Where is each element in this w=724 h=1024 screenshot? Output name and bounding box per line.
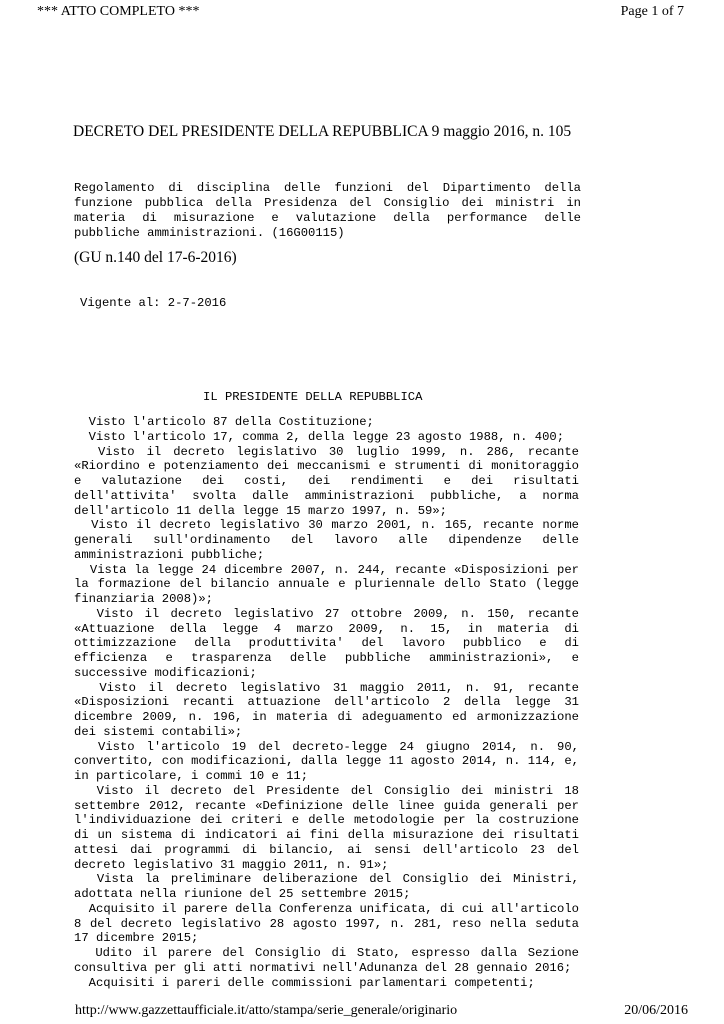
body-line: in particolare, i commi 10 e 11; <box>74 769 309 783</box>
body-line: dicembre 2009, n. 196, in materia di adeguamento ed armonizzazione <box>74 710 579 724</box>
body-line: Visto l'articolo 17, comma 2, della legge 23 agosto 1988, n. 400; <box>74 429 565 444</box>
body-line: Visto il decreto del Presidente del Consiglio dei ministri 18 <box>74 783 579 798</box>
decree-title: DECRETO DEL PRESIDENTE DELLA REPUBBLICA 9 maggio 2016, n. 105 <box>73 123 572 140</box>
body-line: Visto il decreto legislativo 27 ottobre 2009, n. 150, recante <box>74 606 579 621</box>
body-line: dell'articolo 11 della legge 15 marzo 1997, n. 59»; <box>74 503 447 518</box>
body-line: attesi dai programmi di bilancio, ai sensi dell'articolo 23 del <box>74 842 579 857</box>
body-line: Visto l'articolo 19 del decreto-legge 24 giugno 2014, n. 90, <box>74 739 579 754</box>
abstract-line: funzione pubblica della Presidenza del Consiglio dei ministri in <box>74 196 581 210</box>
body-line: settembre 2012, recante «Definizione delle linee guida generali per <box>74 798 579 813</box>
body-line: Visto il decreto legislativo 31 maggio 2011, n. 91, recante <box>74 680 579 695</box>
body-line: dei sistemi contabili»; <box>74 724 243 739</box>
body-line: Acquisito il parere della Conferenza unificata, di cui all'articolo <box>74 901 579 916</box>
body-line: Vista la preliminare deliberazione del Consiglio dei Ministri, <box>74 872 579 887</box>
footer-url[interactable]: http://www.gazzettaufficiale.it/atto/stampa/serie_generale/originario <box>75 1003 458 1018</box>
body-line: 17 dicembre 2015; <box>74 931 199 946</box>
body-line: la formazione del bilancio annuale e pluriennale dello Stato (legge <box>74 577 579 592</box>
abstract-line: Regolamento di disciplina delle funzioni del Dipartimento della <box>74 181 581 195</box>
body-line: Visto l'articolo 87 della Costituzione; <box>74 415 374 429</box>
body-line: 8 del decreto legislativo 28 agosto 1997, n. 281, reso nella seduta <box>74 916 579 931</box>
abstract-line: materia di misurazione e valutazione della performance delle <box>74 211 581 225</box>
decree-body <box>74 415 579 990</box>
body-line: Vista la legge 24 dicembre 2007, n. 244, recante «Disposizioni per <box>74 562 579 577</box>
body-line: Visto il decreto legislativo 30 luglio 1999, n. 286, recante <box>74 444 579 459</box>
footer-date: 20/06/2016 <box>624 1003 688 1018</box>
abstract-line: pubbliche amministrazioni. (16G00115) <box>74 226 345 240</box>
gazette-reference: (GU n.140 del 17-6-2016) <box>74 249 237 266</box>
body-line: l'individuazione dei criteri e delle metodologie per la costruzione <box>74 813 579 828</box>
body-line: di un sistema di indicatori ai fini della misurazione dei risultati <box>74 828 579 842</box>
header-title: *** ATTO COMPLETO *** <box>37 4 200 19</box>
body-line: «Attuazione della legge 4 marzo 2009, n. 15, in materia di <box>74 621 579 636</box>
body-line: convertito, con modificazioni, dalla legge 11 agosto 2014, n. 114, e, <box>74 754 579 769</box>
page-indicator: Page 1 of 7 <box>620 4 684 19</box>
body-line: Acquisiti i pareri delle commissioni parlamentari competenti; <box>74 975 535 990</box>
body-line: «Riordino e potenziamento dei meccanismi e strumenti di monitoraggio <box>74 459 579 474</box>
body-line: ottimizzazione della produttivita' del lavoro pubblico e di <box>74 636 579 651</box>
body-line: decreto legislativo 31 maggio 2011, n. 91»; <box>74 857 389 872</box>
body-line: generali sull'ordinamento del lavoro alle dipendenze delle <box>74 533 579 547</box>
body-line: Visto il decreto legislativo 30 marzo 2001, n. 165, recante norme <box>74 518 579 533</box>
body-line: consultiva per gli atti normativi nell'Adunanza del 28 gennaio 2016; <box>74 960 572 975</box>
body-line: amministrazioni pubbliche; <box>74 547 265 562</box>
body-line: Udito il parere del Consiglio di Stato, espresso dalla Sezione <box>74 946 579 960</box>
body-line: finanziaria 2008)»; <box>74 592 213 606</box>
body-line: efficienza e trasparenza delle pubbliche amministrazioni», e <box>74 651 579 665</box>
president-heading: IL PRESIDENTE DELLA REPUBBLICA <box>203 390 423 404</box>
body-line: adottata nella riunione del 25 settembre 2015; <box>74 887 411 901</box>
decree-abstract <box>74 181 581 241</box>
body-line: e valutazione dei costi, dei rendimenti e dei risultati <box>74 474 579 488</box>
body-line: «Disposizioni recanti attuazione dell'articolo 2 della legge 31 <box>74 695 579 710</box>
vigente-date: Vigente al: 2-7-2016 <box>80 296 227 310</box>
body-line: successive modificazioni; <box>74 665 257 680</box>
body-line: dell'attivita' svolta dalle amministrazioni pubbliche, a norma <box>74 488 579 503</box>
